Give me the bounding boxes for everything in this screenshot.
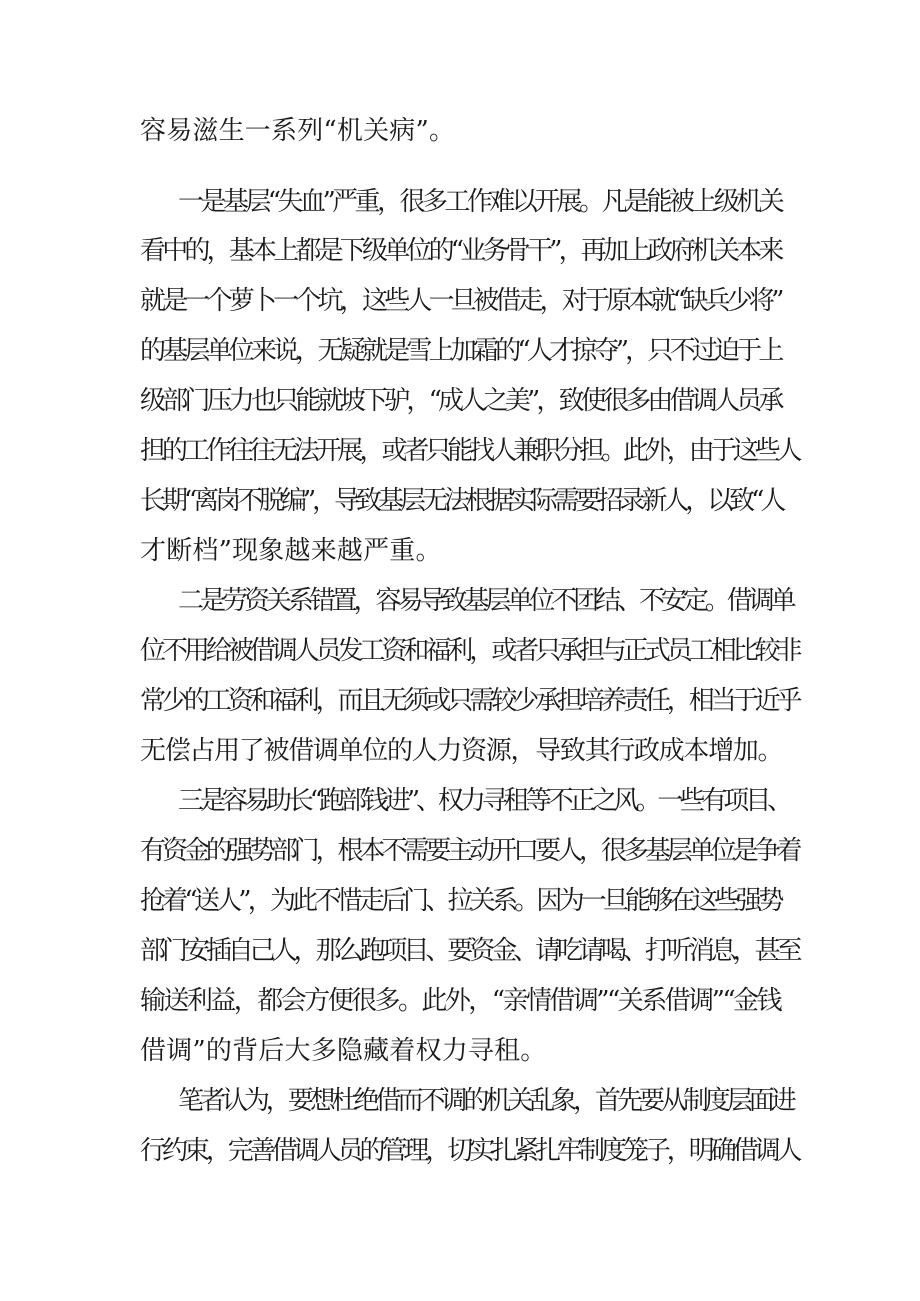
text-line: 三是容易助长“跑部钱进”、权力寻租等不正之风。一些有项目、 [178,786,790,816]
text-line: 看中的，基本上都是下级单位的“业务骨干”，再加上政府机关本来 [140,236,781,266]
text-line: 输送利益，都会方便很多。此外，“亲情借调”“关系借调”“金钱 [140,986,780,1016]
text-line: 就是一个萝卜一个坑，这些人一旦被借走，对于原本就“缺兵少将” [140,286,781,316]
text-line: 无偿占用了被借调单位的人力资源，导致其行政成本增加。 [140,736,783,766]
text-line: 级部门压力也只能就坡下驴，“成人之美”，致使很多由借调人员承 [140,386,781,416]
text-line: 位不用给被借调人员发工资和福利，或者只承担与正式员工相比较非 [140,636,799,666]
text-line: 抢着“送人”，为此不惜走后门、拉关系。因为一旦能够在这些强势 [140,886,781,916]
text-line: 才断档”现象越来越严重。 [140,536,442,566]
text-line: 常少的工资和福利，而且无须或只需较少承担培养责任，相当于近乎 [140,686,799,716]
text-line: 担的工作往往无法开展，或者只能找人兼职分担。此外，由于这些人 [140,436,799,466]
text-line: 长期“离岗不脱编”，导致基层无法根据实际需要招录新人，以致“人 [140,486,783,516]
text-line: 部门安插自己人，那么跑项目、要资金、请吃请喝、打听消息，甚至 [140,936,799,966]
text-line: 的基层单位来说，无疑就是雪上加霜的“人才掠夺”，只不过迫于上 [140,336,781,366]
text-line: 行约束，完善借调人员的管理，切实扎紧扎牢制度笼子，明确借调人 [140,1136,799,1166]
text-line: 一是基层“失血”严重，很多工作难以开展。凡是能被上级机关 [178,187,782,217]
text-line: 借调”的背后大多隐藏着权力寻租。 [140,1036,547,1066]
text-line: 二是劳资关系错置，容易导致基层单位不团结、不安定。借调单 [178,586,793,616]
text-line: 有资金的强势部门，根本不需要主动开口要人，很多基层单位是争着 [140,836,799,866]
text-line: 笔者认为，要想杜绝借而不调的机关乱象，首先要从制度层面进 [178,1086,793,1116]
text-line: 容易滋生一系列“机关病”。 [140,116,456,146]
